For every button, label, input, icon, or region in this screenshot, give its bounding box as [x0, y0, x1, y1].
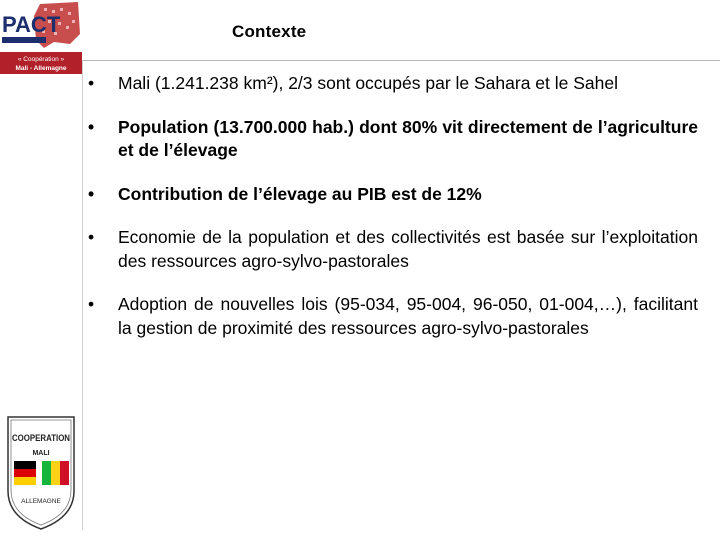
bullet-text: Adoption de nouvelles lois (95-034, 95-004, 96-050, 01-004,…), facilitant la gestion de proximité des ressources agro-sylvo-pastorales [118, 294, 698, 338]
bullet-text: Economie de la population et des collectivités est basée sur l’exploitation des ressources agro-sylvo-pastorales [118, 227, 698, 271]
pact-wordmark: PACT [2, 12, 61, 37]
bullet-marker: • [88, 294, 95, 314]
flag-mali-stripe-2 [51, 461, 60, 485]
bullet-item [88, 293, 698, 340]
bullet-item [88, 72, 698, 96]
bullet-list [88, 70, 698, 340]
bullet-item [88, 226, 698, 273]
slide-title: Contexte [232, 22, 307, 41]
sidebar-divider [82, 60, 83, 530]
bullet-text: Contribution de l’élevage au PIB est de 12% [118, 183, 482, 204]
flag-mali-stripe-3 [60, 461, 69, 485]
bullet-marker: • [88, 73, 95, 93]
flag-germany-stripe-1 [14, 461, 36, 469]
emblem-title: COOPERATION [12, 433, 71, 444]
flag-germany-stripe-3 [14, 477, 36, 485]
pact-logo-line2: Mali - Allemagne [15, 65, 67, 72]
flag-germany-stripe-2 [14, 469, 36, 477]
emblem-middle: MALI [32, 450, 50, 457]
bullet-marker: • [88, 116, 95, 137]
bullet-item [88, 183, 698, 207]
bullet-marker: • [88, 227, 95, 247]
emblem-bottom: ALLEMAGNE [21, 498, 61, 505]
bullet-marker: • [88, 183, 95, 204]
pact-logo-line1: « Coopération » [17, 56, 65, 63]
header-divider [82, 60, 720, 61]
bullet-item [88, 116, 698, 163]
cooperation-emblem [4, 413, 78, 531]
bullet-text: Mali (1.241.238 km²), 2/3 sont occupés par le Sahara et le Sahel [118, 73, 618, 93]
bullet-text: Population (13.700.000 hab.) dont 80% vit directement de l’agriculture et de l’élevage [118, 116, 698, 160]
flag-mali-stripe-1 [42, 461, 51, 485]
pact-logo [0, 0, 82, 76]
